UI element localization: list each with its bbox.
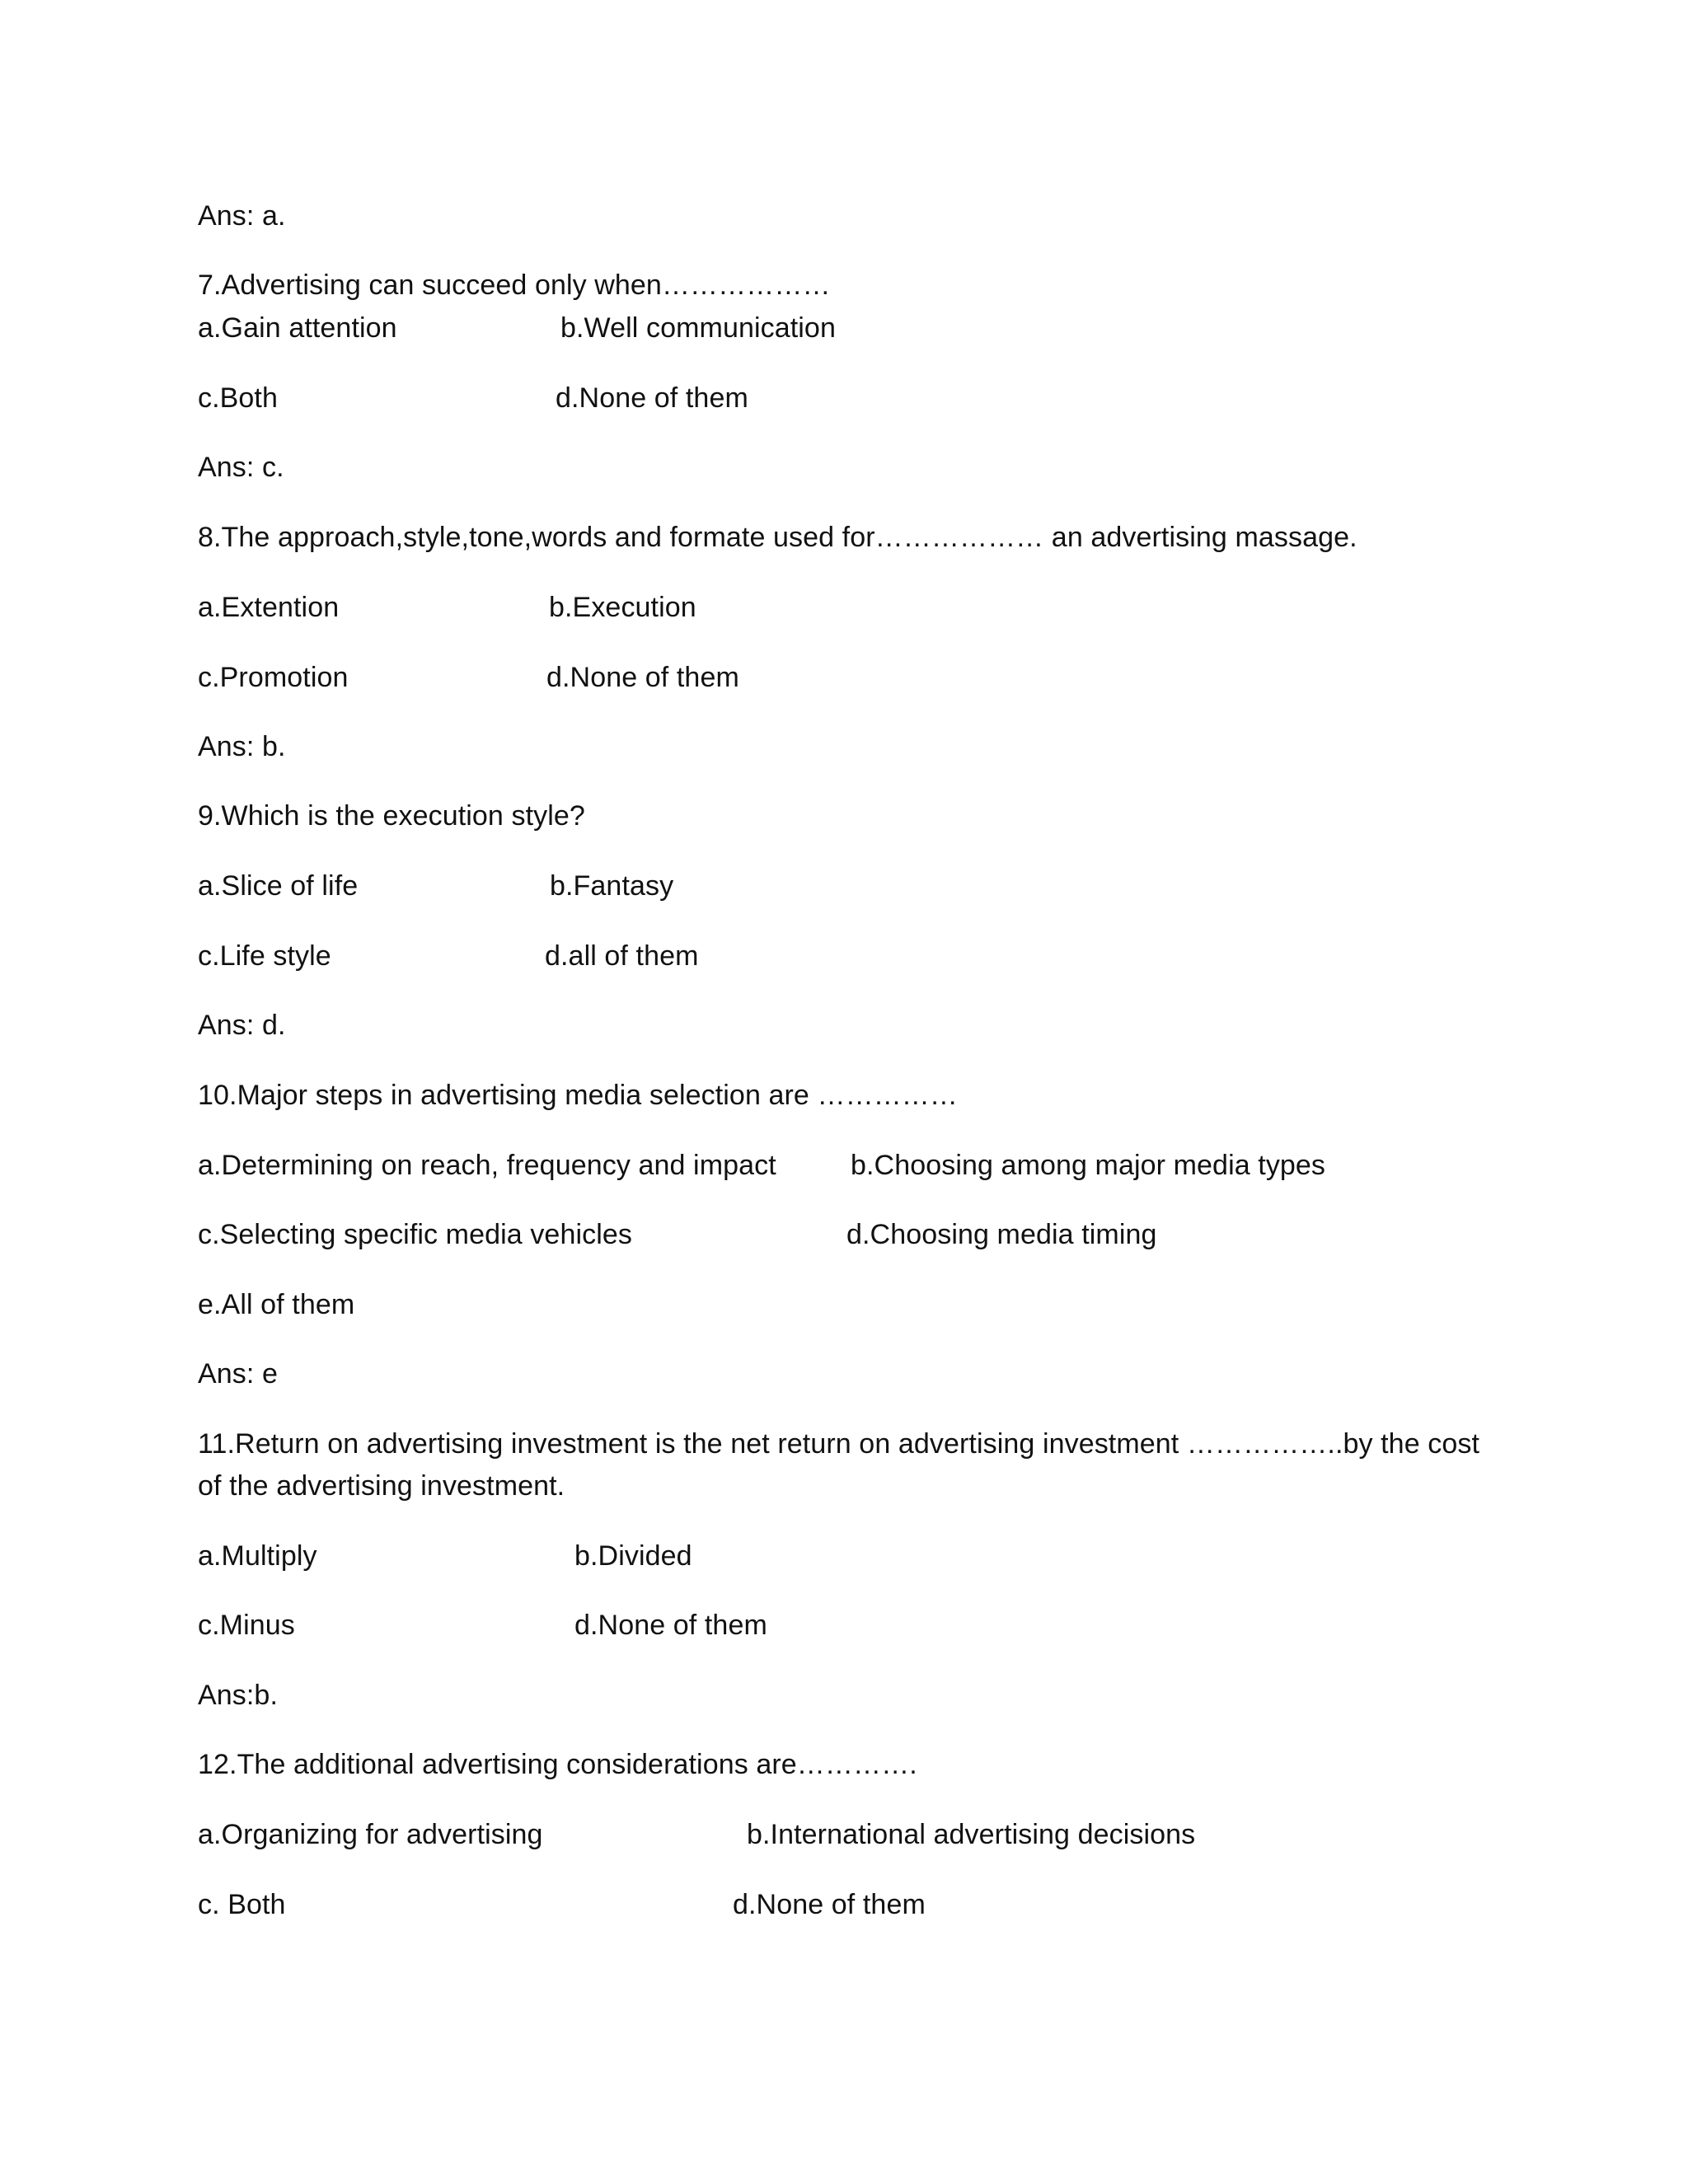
question-11-line-2: of the advertising investment. (198, 1470, 565, 1502)
question-12-option-b: b.International advertising decisions (747, 1819, 1196, 1850)
question-8-option-d: d.None of them (546, 662, 739, 693)
question-10-option-a: a.Determining on reach, frequency and impact (198, 1150, 776, 1181)
question-12-option-c: c. Both (198, 1889, 286, 1920)
question-7-option-b: b.Well communication (560, 312, 836, 344)
question-9-option-a: a.Slice of life (198, 870, 359, 902)
question-11-option-b: b.Divided (574, 1540, 692, 1572)
question-8: 8.The approach,style,tone,words and formate used for……………… an advertising massage. (198, 522, 1357, 553)
question-12: 12.The additional advertising considerations are…………. (198, 1749, 917, 1780)
question-8-option-a: a.Extention (198, 592, 340, 623)
answer-8: Ans: b. (198, 731, 286, 762)
answer-7: Ans: c. (198, 452, 284, 483)
question-9-option-c: c.Life style (198, 940, 331, 972)
question-8-option-c: c.Promotion (198, 662, 349, 693)
question-7-option-d: d.None of them (556, 382, 748, 414)
question-10-option-c: c.Selecting specific media vehicles (198, 1219, 632, 1250)
question-12-option-a: a.Organizing for advertising (198, 1819, 543, 1850)
question-10: 10.Major steps in advertising media selection are …………… (198, 1080, 958, 1111)
answer-6: Ans: a. (198, 200, 286, 232)
question-7-option-a: a.Gain attention (198, 312, 397, 344)
question-10-option-b: b.Choosing among major media types (851, 1150, 1326, 1181)
question-11-line-1: 11.Return on advertising investment is the net return on advertising investment ……………..by the cost (198, 1428, 1480, 1460)
question-9-option-d: d.all of them (545, 940, 699, 972)
question-7: 7.Advertising can succeed only when……………… (198, 269, 831, 301)
question-7-option-c: c.Both (198, 382, 278, 414)
question-10-option-e: e.All of them (198, 1289, 355, 1320)
question-10-option-d: d.Choosing media timing (846, 1219, 1157, 1250)
question-9-option-b: b.Fantasy (550, 870, 674, 902)
answer-9: Ans: d. (198, 1010, 286, 1041)
question-11-option-d: d.None of them (574, 1610, 767, 1641)
answer-10: Ans: e (198, 1358, 278, 1390)
question-12-option-d: d.None of them (733, 1889, 926, 1920)
question-9: 9.Which is the execution style? (198, 800, 585, 832)
answer-11: Ans:b. (198, 1680, 278, 1711)
question-8-option-b: b.Execution (549, 592, 696, 623)
question-11-option-c: c.Minus (198, 1610, 295, 1641)
question-11-option-a: a.Multiply (198, 1540, 317, 1572)
